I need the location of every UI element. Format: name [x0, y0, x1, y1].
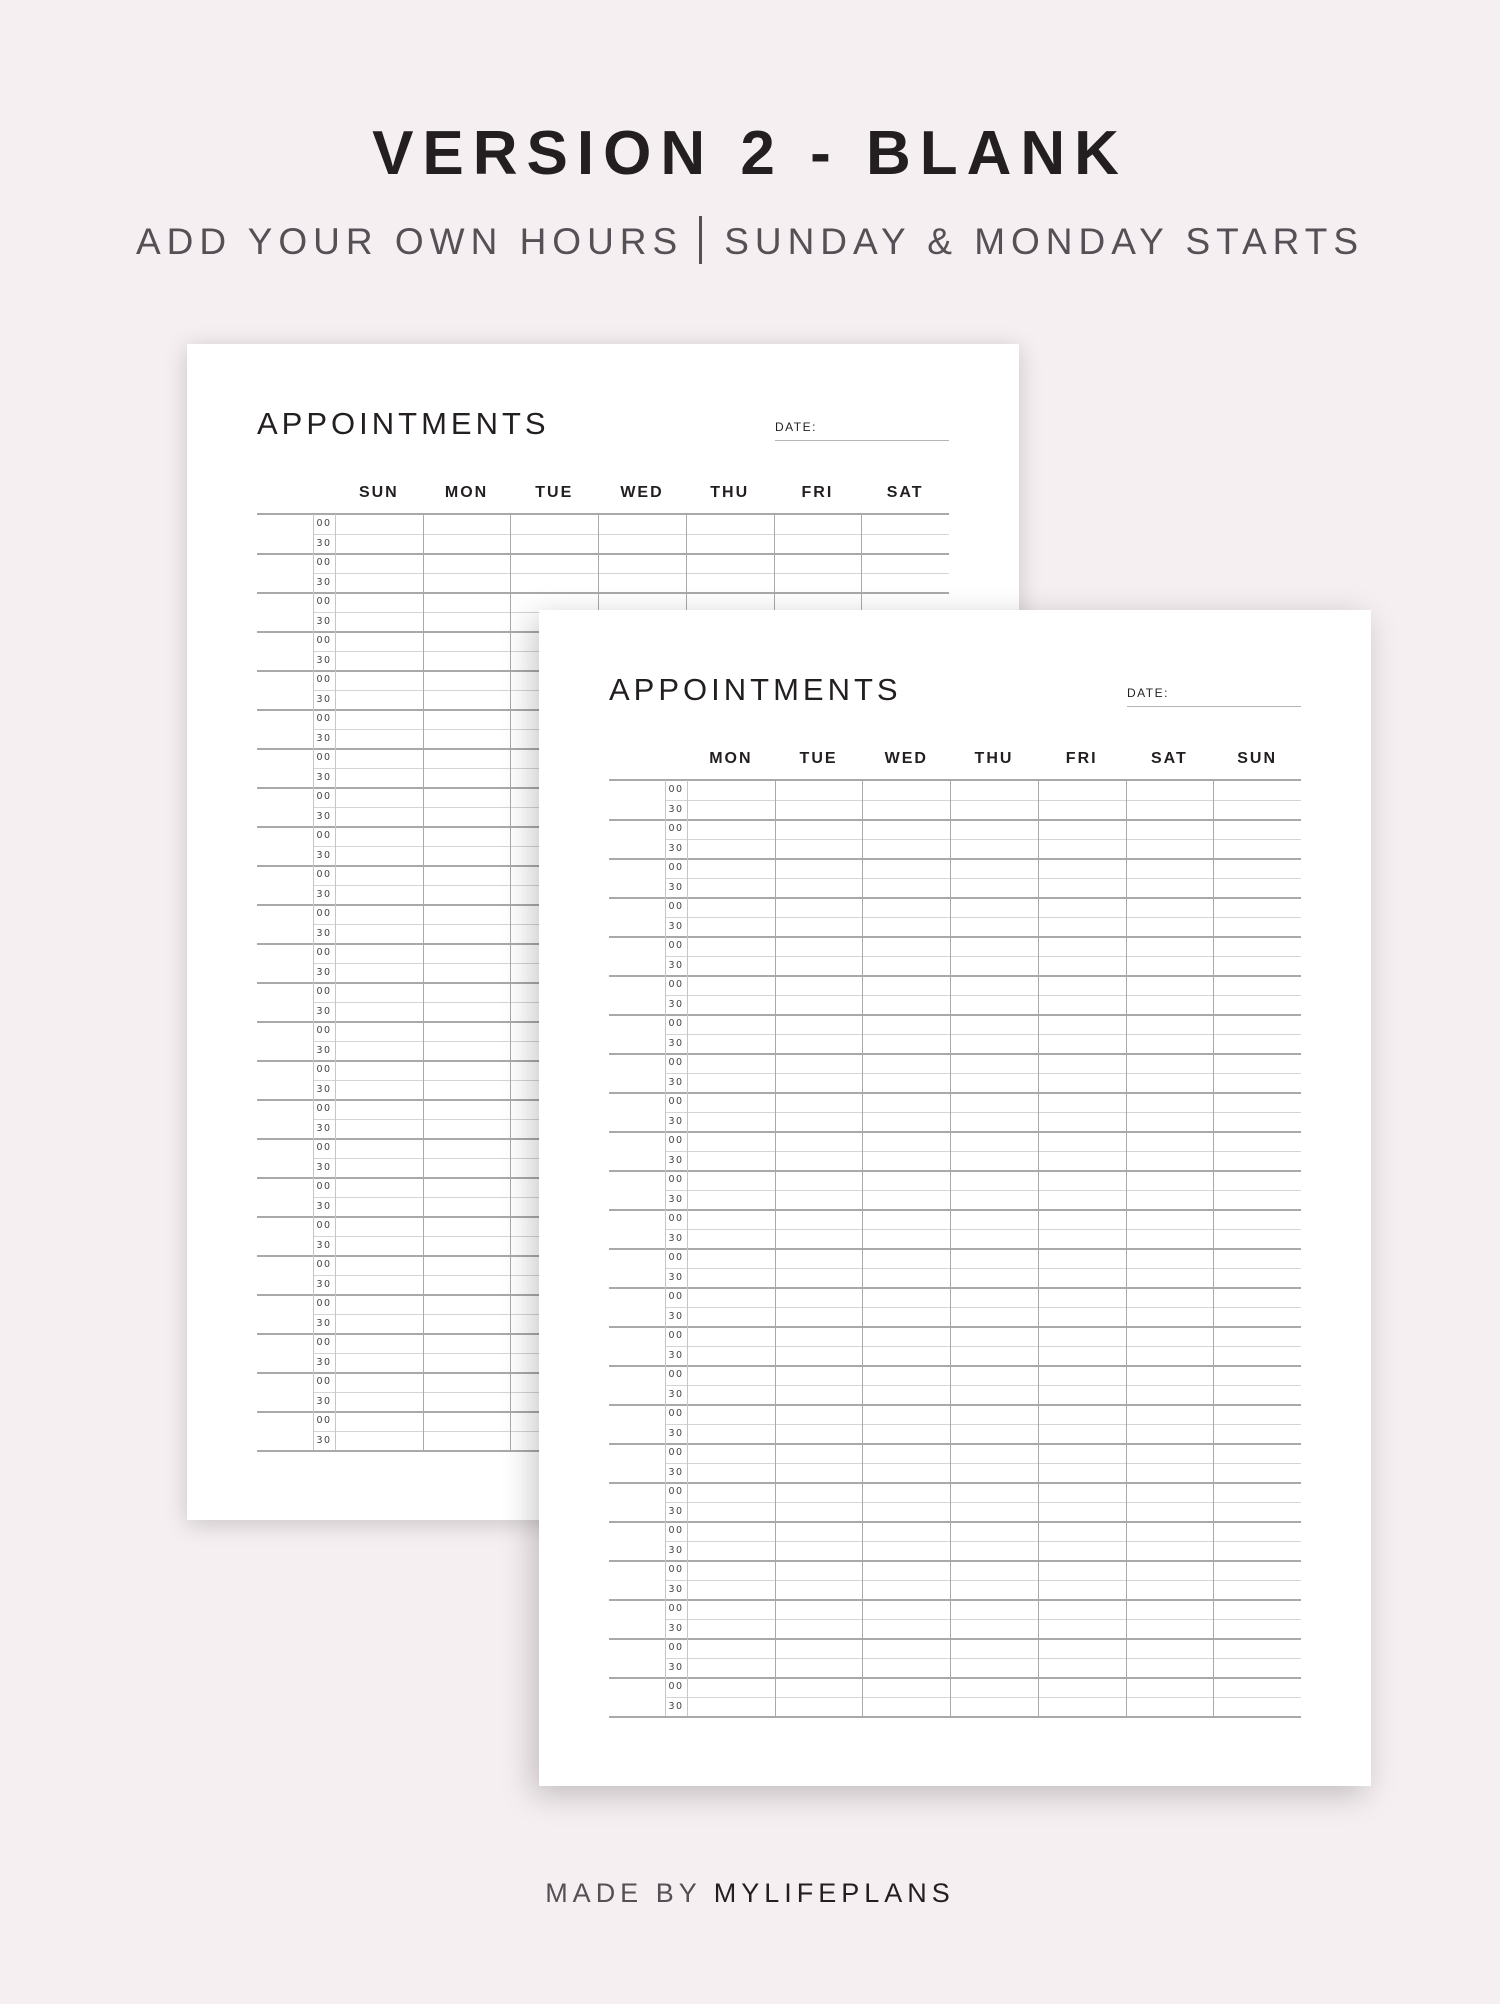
- weekday-label: MON: [444, 484, 489, 501]
- header-rule: [609, 779, 1301, 781]
- weekday-label: THU: [974, 750, 1014, 767]
- hour-rule: [609, 1443, 1301, 1445]
- time-slot-label: 00: [316, 1142, 332, 1153]
- date-label: DATE:: [1127, 686, 1169, 700]
- time-slot-label: 30: [668, 1115, 684, 1127]
- footer-credit: [0, 1878, 1500, 1909]
- subtitle-hours: ADD YOUR OWN HOURS: [135, 221, 684, 262]
- time-slot-label: 00: [316, 713, 332, 724]
- sheet-title: APPOINTMENTS: [257, 406, 550, 441]
- weekday-header: [609, 750, 1301, 780]
- time-slot-label: 00: [316, 1103, 332, 1114]
- header-rule: [257, 513, 949, 515]
- time-slot-label: 00: [316, 518, 332, 529]
- half-hour-rule: [665, 1463, 1301, 1464]
- half-hour-rule: [313, 534, 949, 535]
- time-slot-label: 30: [316, 1005, 332, 1017]
- date-field[interactable]: [1127, 684, 1301, 707]
- footer-prefix: MADE BY: [545, 1878, 714, 1908]
- hour-rule: [609, 897, 1301, 899]
- time-slot-label: 00: [316, 1025, 332, 1036]
- hour-rule: [609, 1677, 1301, 1679]
- time-slot-label: 30: [316, 1083, 332, 1095]
- half-hour-rule: [665, 1229, 1301, 1230]
- time-slot-label: 30: [316, 1278, 332, 1290]
- time-slot-label: 00: [316, 1181, 332, 1192]
- time-slot-label: 00: [668, 862, 684, 873]
- time-slot-label: 30: [668, 1466, 684, 1478]
- time-slot-label: 30: [316, 771, 332, 783]
- time-slot-label: 00: [316, 830, 332, 841]
- time-slot-label: 30: [316, 576, 332, 588]
- time-slot-label: 30: [316, 1239, 332, 1251]
- half-hour-rule: [665, 956, 1301, 957]
- time-slot-label: 30: [316, 1317, 332, 1329]
- time-slot-label: 30: [316, 654, 332, 666]
- half-hour-rule: [665, 995, 1301, 996]
- hour-rule: [609, 975, 1301, 977]
- time-slot-label: 00: [668, 1564, 684, 1575]
- column-divider: [423, 514, 424, 1450]
- hour-rule: [609, 1248, 1301, 1250]
- half-hour-rule: [665, 1580, 1301, 1581]
- hour-rule: [609, 1170, 1301, 1172]
- time-slot-label: 00: [668, 979, 684, 990]
- time-slot-label: 30: [668, 920, 684, 932]
- time-slot-label: 30: [668, 1271, 684, 1283]
- time-slot-label: 30: [668, 1427, 684, 1439]
- weekday-label: SUN: [358, 484, 399, 501]
- weekday-label: FRI: [801, 484, 834, 501]
- time-slot-label: 30: [668, 1037, 684, 1049]
- time-slot-label: 30: [668, 1505, 684, 1517]
- time-slot-label: 00: [316, 1064, 332, 1075]
- weekday-label: SUN: [1237, 750, 1278, 767]
- time-slot-label: 00: [668, 1369, 684, 1380]
- column-divider: [313, 514, 314, 1450]
- weekday-label: SAT: [886, 484, 924, 501]
- column-divider: [665, 780, 666, 1716]
- hour-rule: [609, 1638, 1301, 1640]
- page-subtitle: [0, 216, 1500, 264]
- time-slot-label: 30: [316, 1395, 332, 1407]
- hour-rule: [609, 1014, 1301, 1016]
- time-slot-label: 00: [668, 1096, 684, 1107]
- hour-rule: [609, 1560, 1301, 1562]
- time-slot-label: 30: [668, 803, 684, 815]
- time-slot-label: 30: [668, 842, 684, 854]
- time-slot-label: 30: [668, 1583, 684, 1595]
- column-divider: [1038, 780, 1039, 1716]
- page-title: VERSION 2 - BLANK: [372, 119, 1128, 188]
- date-label: DATE:: [775, 420, 817, 434]
- time-slot-label: 30: [668, 1154, 684, 1166]
- time-slot-label: 00: [668, 1603, 684, 1614]
- hour-rule: [257, 553, 949, 555]
- time-slot-label: 30: [668, 1076, 684, 1088]
- column-divider: [335, 514, 336, 1450]
- subtitle-divider: [699, 216, 702, 264]
- time-slot-label: 30: [316, 849, 332, 861]
- time-slot-label: 00: [316, 674, 332, 685]
- time-slot-label: 00: [668, 1291, 684, 1302]
- half-hour-rule: [665, 1073, 1301, 1074]
- appointments-grid: [609, 750, 1301, 1712]
- time-slot-label: 00: [316, 791, 332, 802]
- weekday-label: FRI: [1065, 750, 1098, 767]
- column-divider: [1213, 780, 1214, 1716]
- hour-rule: [609, 1053, 1301, 1055]
- hour-rule: [609, 819, 1301, 821]
- hour-rule: [609, 1716, 1301, 1718]
- hour-rule: [609, 1482, 1301, 1484]
- time-slot-label: 00: [668, 1525, 684, 1536]
- time-slot-label: 00: [668, 823, 684, 834]
- hour-rule: [609, 1521, 1301, 1523]
- time-slot-label: 00: [316, 1337, 332, 1348]
- time-slot-label: 30: [668, 1700, 684, 1712]
- footer-brand: MYLIFEPLANS: [713, 1878, 955, 1908]
- hour-rule: [609, 858, 1301, 860]
- time-slot-label: 00: [316, 1415, 332, 1426]
- time-slot-label: 00: [668, 940, 684, 951]
- column-divider: [1126, 780, 1127, 1716]
- time-slot-label: 30: [316, 1122, 332, 1134]
- hour-rule: [609, 1131, 1301, 1133]
- time-slot-label: 00: [316, 986, 332, 997]
- weekday-label: WED: [884, 750, 928, 767]
- time-slot-label: 00: [668, 1642, 684, 1653]
- time-slot-label: 30: [316, 1434, 332, 1446]
- hour-rule: [609, 1326, 1301, 1328]
- time-slot-label: 30: [316, 810, 332, 822]
- half-hour-rule: [665, 917, 1301, 918]
- column-divider: [510, 514, 511, 1450]
- column-divider: [862, 780, 863, 1716]
- half-hour-rule: [665, 1502, 1301, 1503]
- column-divider: [775, 780, 776, 1716]
- time-slot-label: 30: [668, 1622, 684, 1634]
- weekday-label: SAT: [1151, 750, 1188, 767]
- time-slot-label: 00: [316, 557, 332, 568]
- half-hour-rule: [665, 1307, 1301, 1308]
- weekday-label: WED: [620, 484, 664, 501]
- half-hour-rule: [665, 839, 1301, 840]
- time-slot-label: 30: [668, 881, 684, 893]
- weekday-label: TUE: [535, 484, 574, 501]
- time-slot-label: 00: [316, 1220, 332, 1231]
- half-hour-rule: [665, 1268, 1301, 1269]
- time-slot-label: 00: [316, 947, 332, 958]
- half-hour-rule: [313, 573, 949, 574]
- time-slot-label: 30: [316, 732, 332, 744]
- hour-rule: [609, 1599, 1301, 1601]
- time-slot-label: 30: [668, 1544, 684, 1556]
- sheet-monday-start: [539, 610, 1371, 1786]
- hour-rule: [609, 936, 1301, 938]
- time-slot-label: 30: [316, 1200, 332, 1212]
- time-slot-label: 30: [316, 888, 332, 900]
- time-slot-label: 30: [316, 966, 332, 978]
- half-hour-rule: [665, 1346, 1301, 1347]
- half-hour-rule: [665, 1424, 1301, 1425]
- half-hour-rule: [665, 1190, 1301, 1191]
- time-slot-label: 00: [316, 908, 332, 919]
- time-slot-label: 00: [668, 1213, 684, 1224]
- time-slot-label: 30: [316, 615, 332, 627]
- date-field[interactable]: [775, 418, 949, 441]
- weekday-header: [257, 484, 949, 514]
- time-slot-label: 00: [316, 869, 332, 880]
- weekday-label: MON: [709, 750, 753, 767]
- hour-rule: [609, 1365, 1301, 1367]
- time-slot-label: 00: [668, 901, 684, 912]
- time-slot-label: 30: [316, 537, 332, 549]
- time-slot-label: 00: [668, 1486, 684, 1497]
- hour-rule: [609, 1092, 1301, 1094]
- time-slot-label: 30: [668, 1193, 684, 1205]
- time-slot-label: 30: [316, 1161, 332, 1173]
- half-hour-rule: [665, 1697, 1301, 1698]
- column-divider: [687, 780, 688, 1716]
- hour-rule: [609, 1287, 1301, 1289]
- time-slot-label: 00: [668, 1018, 684, 1029]
- time-slot-label: 00: [668, 1681, 684, 1692]
- time-slot-label: 30: [668, 998, 684, 1010]
- time-slot-label: 30: [668, 1349, 684, 1361]
- hour-rule: [609, 1209, 1301, 1211]
- weekday-label: THU: [710, 484, 750, 501]
- half-hour-rule: [665, 878, 1301, 879]
- time-slot-label: 00: [316, 1376, 332, 1387]
- hour-rule: [609, 1404, 1301, 1406]
- half-hour-rule: [665, 1151, 1301, 1152]
- time-slot-label: 00: [668, 1330, 684, 1341]
- time-slot-label: 30: [668, 1310, 684, 1322]
- time-slot-label: 00: [668, 1135, 684, 1146]
- time-slot-label: 00: [316, 596, 332, 607]
- time-slot-label: 30: [316, 927, 332, 939]
- half-hour-rule: [665, 1658, 1301, 1659]
- time-slot-label: 30: [316, 1356, 332, 1368]
- half-hour-rule: [665, 800, 1301, 801]
- half-hour-rule: [665, 1112, 1301, 1113]
- half-hour-rule: [665, 1619, 1301, 1620]
- time-slot-label: 00: [316, 1259, 332, 1270]
- time-slot-label: 30: [316, 693, 332, 705]
- half-hour-rule: [665, 1541, 1301, 1542]
- column-divider: [950, 780, 951, 1716]
- time-slot-label: 00: [316, 752, 332, 763]
- time-slot-label: 00: [316, 635, 332, 646]
- time-slot-label: 30: [668, 1388, 684, 1400]
- half-hour-rule: [665, 1034, 1301, 1035]
- time-slot-label: 00: [668, 1447, 684, 1458]
- time-slot-label: 30: [316, 1044, 332, 1056]
- sheet-title: APPOINTMENTS: [609, 672, 902, 707]
- time-slot-label: 30: [668, 959, 684, 971]
- half-hour-rule: [665, 1385, 1301, 1386]
- hour-rule: [257, 592, 949, 594]
- time-slot-label: 00: [668, 784, 684, 795]
- time-slot-label: 00: [316, 1298, 332, 1309]
- time-slot-label: 00: [668, 1252, 684, 1263]
- time-slot-label: 30: [668, 1232, 684, 1244]
- time-slot-label: 30: [668, 1661, 684, 1673]
- subtitle-starts: SUNDAY & MONDAY STARTS: [724, 221, 1365, 262]
- weekday-label: TUE: [799, 750, 838, 767]
- time-slot-label: 00: [668, 1174, 684, 1185]
- time-slot-label: 00: [668, 1408, 684, 1419]
- time-slot-label: 00: [668, 1057, 684, 1068]
